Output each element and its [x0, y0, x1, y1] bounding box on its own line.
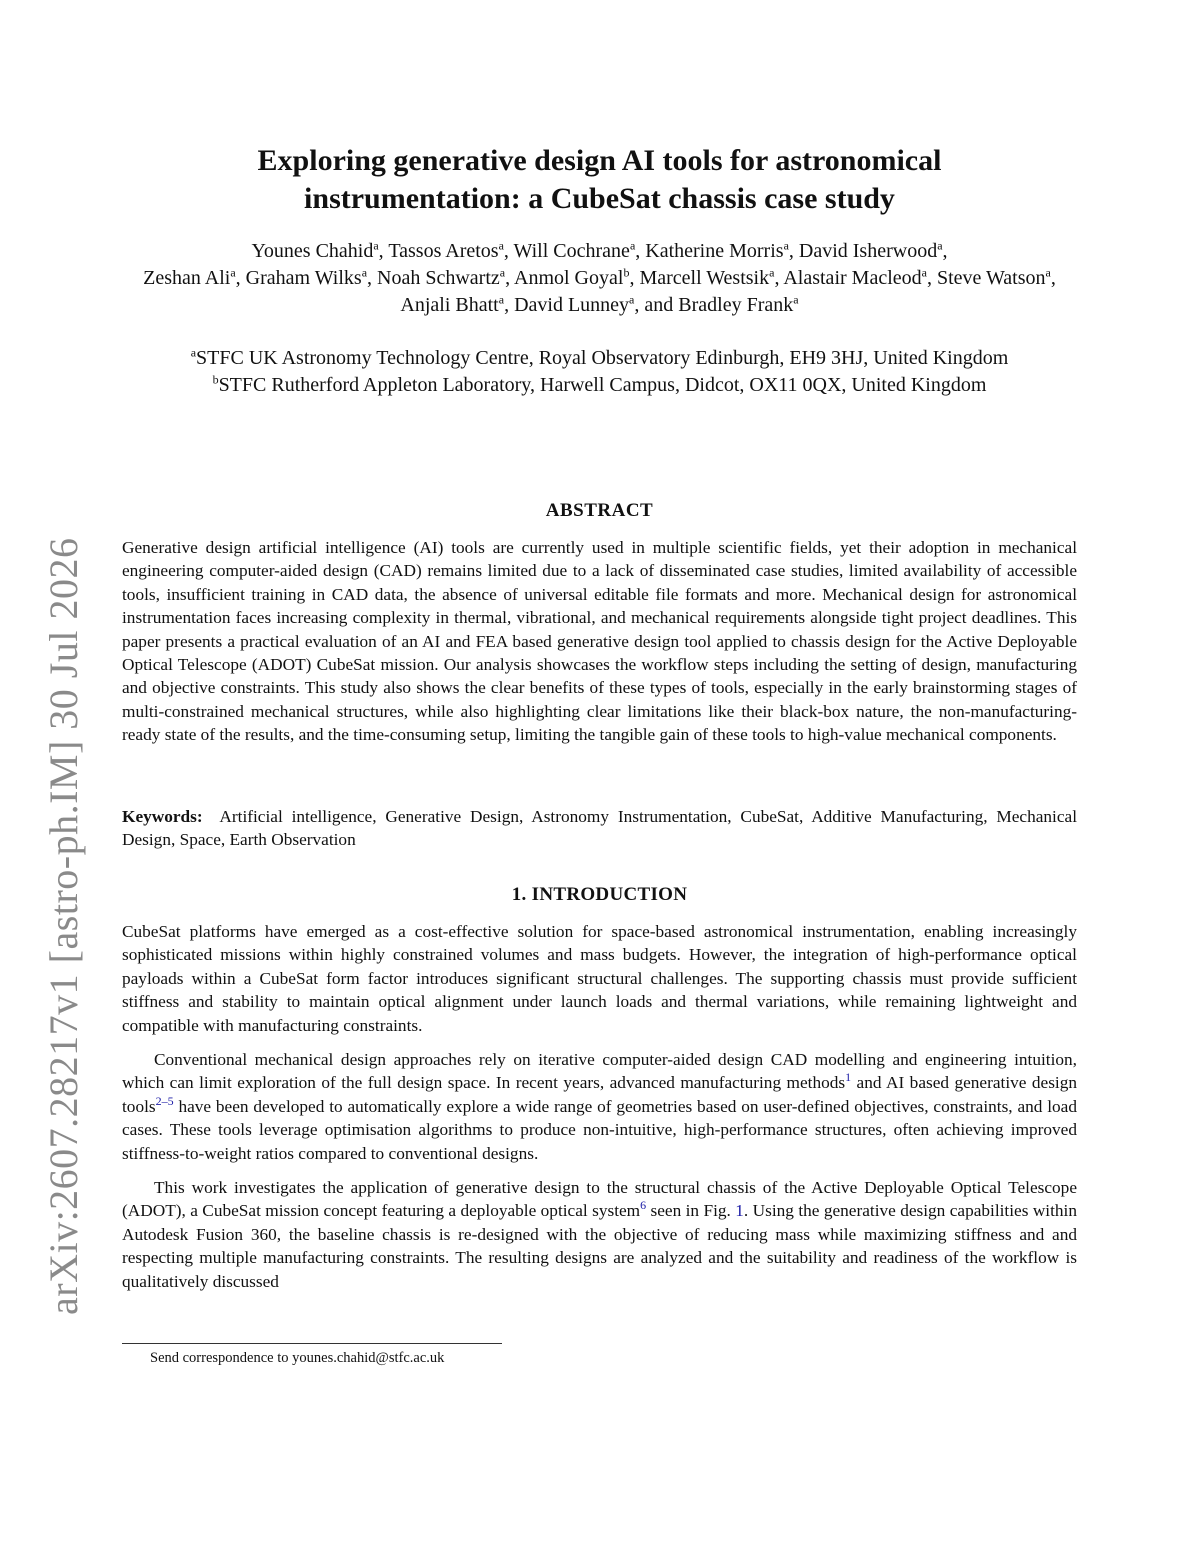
title-line-2: instrumentation: a CubeSat chassis case study	[304, 182, 895, 215]
author: Noah Schwartz$^a$,	[377, 265, 514, 289]
title-line-1: Exploring generative design AI tools for astronomical	[257, 144, 942, 177]
abstract-heading: ABSTRACT	[545, 500, 654, 521]
author: Katherine Morris$^a$,	[645, 238, 799, 262]
paragraph: CubeSat platforms have emerged as a cost-effective solution for space-based astronomical instrumentation, enabling increasingly sophisticated missions within highly constrained volumes and mass budgets. However, the integration of high-performance optical payloads within a CubeSat form factor introduces significant structural challenges. The supporting chassis must provide sufficient stiffness and stability to maintain optical alignment under launch loads and thermal variations, while remaining lightweight and compatible with manufacturing constraints.	[122, 922, 1077, 1035]
author: Younes Chahid$^a$,	[251, 238, 389, 262]
introduction-body	[122, 920, 1077, 1304]
paragraph: Conventional mechanical design approaches rely on iterative computer-aided design CAD modelling and engineering intuition, which can limit exploration of the full design space. In recent years, advanced manufacturing methods$^1$ and AI based generative design tools$^{2-5}$ have been developed to automatically explore a wide range of geometries based on user-defined objectives, constraints, and load cases. These tools leverage optimisation algorithms to produce non-intuitive, high-performance structures, often achieving improved stiffness-to-weight ratios compared to conventional designs.	[122, 1050, 1078, 1163]
author: Tassos Aretos$^a$,	[388, 238, 514, 262]
affiliation: $^b$STFC Rutherford Appleton Laboratory, Harwell Campus, Didcot, OX11 0QX, United Kingdom	[212, 372, 987, 396]
author: Bradley Frank$^a$	[678, 292, 799, 316]
author: Graham Wilks$^a$,	[245, 265, 378, 289]
author: Alastair Macleod$^a$,	[783, 265, 937, 289]
section-heading-introduction: 1. INTRODUCTION	[511, 884, 688, 905]
citation-link[interactable]: 6	[640, 1198, 647, 1213]
author: Zeshan Ali$^a$,	[143, 265, 246, 289]
paper-title	[122, 142, 1077, 218]
author: Will Cochrane$^a$,	[513, 238, 646, 262]
author: David Lunney$^a$, and	[514, 292, 679, 316]
author-list	[122, 238, 1077, 319]
author: Anmol Goyal$^b$,	[514, 265, 640, 289]
arxiv-identifier-stamp: arXiv:2607.28217v1 [astro-ph.IM] 30 Jul 2026	[41, 537, 86, 1315]
author: Anjali Bhatt$^a$,	[400, 292, 515, 316]
affiliation-list	[122, 345, 1077, 399]
figure-link[interactable]: 1	[735, 1201, 744, 1221]
keywords	[122, 805, 1077, 852]
author: Marcell Westsik$^a$,	[639, 265, 784, 289]
footnote-divider	[122, 1343, 502, 1344]
keywords-label: Keywords:	[122, 807, 203, 826]
author: Steve Watson$^a$,	[936, 265, 1056, 289]
citation-link[interactable]: 2–5	[155, 1094, 174, 1109]
author: David Isherwood$^a$,	[798, 238, 948, 262]
affiliation: $^a$STFC UK Astronomy Technology Centre, Royal Observatory Edinburgh, EH9 3HJ, United Kingdom	[190, 345, 1009, 369]
citation-link[interactable]: 1	[845, 1070, 852, 1085]
correspondence-footnote: Send correspondence to younes.chahid@stfc.ac.uk	[150, 1350, 445, 1366]
paragraph: This work investigates the application of generative design to the structural chassis of the Active Deployable Optical Telescope (ADOT), a CubeSat mission concept featuring a deployable optical system$^6$ seen in Fig. 1. Using the generative design capabilities within Autodesk Fusion 360, the baseline chassis is re-designed with the objective of reducing mass while maximizing stiffness and and respecting multiple manufacturing constraints. The resulting designs are analyzed and the suitability and readiness of the workflow is qualitatively discussed	[122, 1178, 1077, 1291]
abstract-body: Generative design artificial intelligence (AI) tools are currently used in multiple scientific fields, yet their adoption in mechanical engineering computer-aided design (CAD) remains limited due to a lack of disseminated case studies, limited availability of accessible tools, insufficient training in CAD data, the absence of universal editable file formats and more. Mechanical design for astronomical instrumentation faces increasing complexity in thermal, vibrational, and mechanical requirements alongside tight project deadlines. This paper presents a practical evaluation of an AI and FEA based generative design tool applied to chassis design for the Active Deployable Optical Telescope (ADOT) CubeSat mission. Our analysis showcases the workflow steps including the setting of design, manufacturing and objective constraints. This study also shows the clear benefits of these types of tools, especially in the early brainstorming stages of multi-constrained mechanical structures, while also highlighting clear limitations like their black-box nature, the non-manufacturing-ready state of the results, and the time-consuming setup, limiting the tangible gain of these tools to high-value mechanical components.	[122, 538, 1077, 745]
keywords-list: Artificial intelligence, Generative Design, Astronomy Instrumentation, CubeSat, Additive Manufacturing, Mechanical Design, Space, Earth Observation	[122, 807, 1077, 850]
